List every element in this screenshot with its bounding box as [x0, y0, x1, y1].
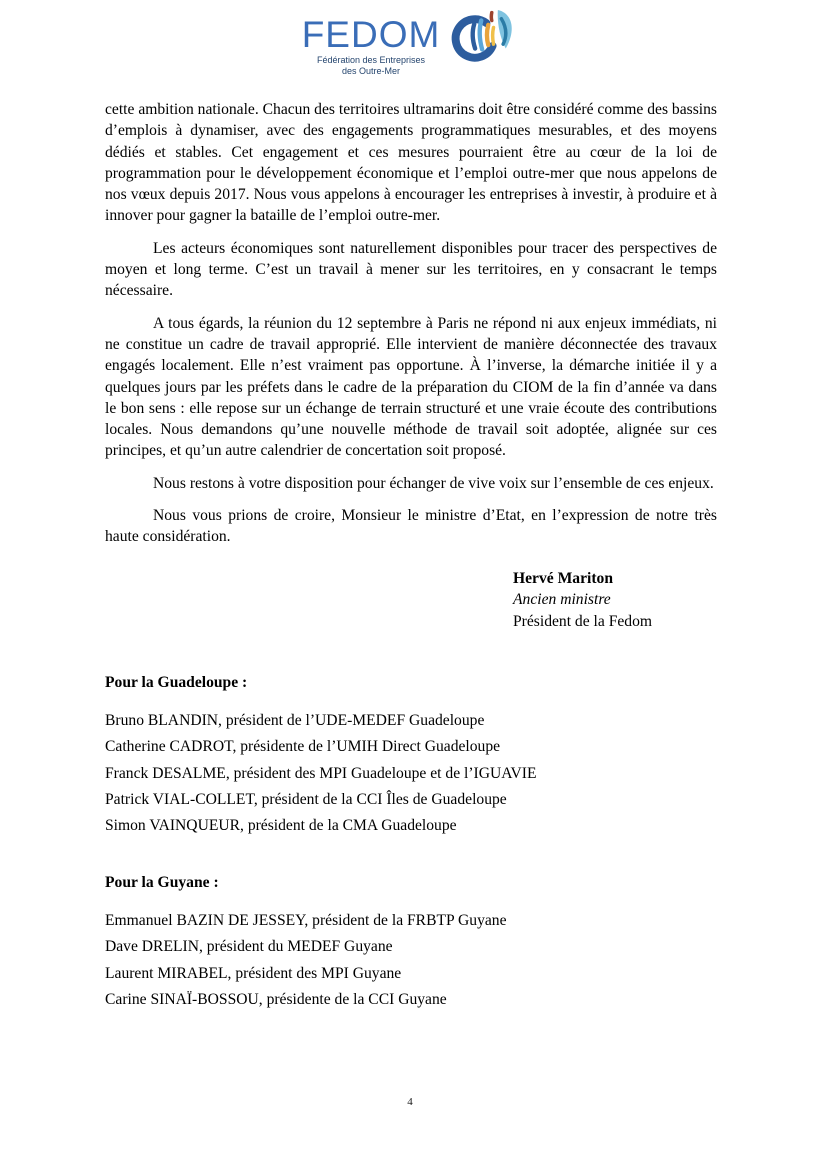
paragraph-2: Les acteurs économiques sont naturellement disponibles pour tracer des perspectives de moyen et long terme. C’est un travail à mener sur les territoires, en y consacrant le temps nécessaire. [105, 239, 717, 300]
signatories-guyane-heading: Pour la Guyane : [105, 874, 219, 891]
signatory-line: Laurent MIRABEL, président des MPI Guyane [105, 964, 402, 982]
logo-tagline-line2: des Outre-Mer [341, 66, 400, 76]
logo-tagline [302, 55, 441, 77]
signatories-guyane [105, 874, 717, 1013]
signatory-name: Hervé Mariton [513, 570, 614, 587]
signatory-line: Franck DESALME, président des MPI Guadeloupe et de l’IGUAVIE [105, 764, 537, 782]
paragraph-1: cette ambition nationale. Chacun des territoires ultramarins doit être considéré comme des bassins d’emplois à dynamiser, avec des engagements programmatiques mesurables, et des moyens dédiés et stables. Cet engagement et ces mesures pourraient être au cœur de la loi de programmation pour le développement économique et l’emploi outre-mer que nous appelons de nos vœux depuis 2017. Nous vous appelons à encourager les entreprises à investir, à produire et à innover pour gagner la bataille de l’emploi outre-mer. [105, 101, 717, 225]
signatory-line: Bruno BLANDIN, président de l’UDE-MEDEF Guadeloupe [105, 712, 485, 729]
paragraph-3: A tous égards, la réunion du 12 septembre à Paris ne répond ni aux enjeux immédiats, ni ne constitue un cadre de travail approprié. Elle intervient de manière déconnectée des travaux engagés localement. Elle n’est vraiment pas opportune. À l’inverse, la démarche initiée il y a quelques jours par les préfets dans le cadre de la préparation du CIOM de la fin d’année va dans le bon sens : elle repose sur un échange de terrain structuré et une vraie écoute des contributions locales. Nous demandons qu’une nouvelle méthode de travail soit adoptée, alignée sur ces principes, et qu’un autre calendrier de concertation soit proposé. [105, 314, 717, 460]
signatories-guadeloupe [105, 674, 717, 839]
signatory-line: Emmanuel BAZIN DE JESSEY, président de la FRBTP Guyane [105, 912, 507, 929]
logo-tagline-line1: Fédération des Entreprises [316, 55, 426, 65]
logo-wordmark: FEDOM [301, 14, 441, 55]
page-number: 4 [407, 1096, 413, 1108]
paragraph-4: Nous restons à votre disposition pour échanger de vive voix sur l’ensemble de ces enjeux. [153, 474, 714, 492]
paragraph-5: Nous vous prions de croire, Monsieur le ministre d’Etat, en l’expression de notre très haute considération. [105, 507, 717, 546]
letter-body [105, 99, 717, 559]
signature-block [513, 568, 652, 632]
signatory-role: Président de la Fedom [513, 612, 653, 630]
fedom-emblem-icon [448, 8, 518, 68]
signatories-guadeloupe-heading: Pour la Guadeloupe : [105, 674, 248, 691]
signatory-line: Catherine CADROT, présidente de l’UMIH Direct Guadeloupe [105, 738, 501, 756]
signatory-line: Simon VAINQUEUR, président de la CMA Guadeloupe [105, 817, 457, 835]
fedom-logo [0, 8, 820, 77]
logo-text-column [302, 8, 441, 77]
signatory-line: Carine SINAÏ-BOSSOU, présidente de la CCI Guyane [105, 990, 447, 1008]
signatory-line: Patrick VIAL-COLLET, président de la CCI Îles de Guadeloupe [105, 790, 507, 808]
signatory-line: Dave DRELIN, président du MEDEF Guyane [105, 938, 393, 956]
signatory-former-title: Ancien ministre [513, 591, 611, 609]
